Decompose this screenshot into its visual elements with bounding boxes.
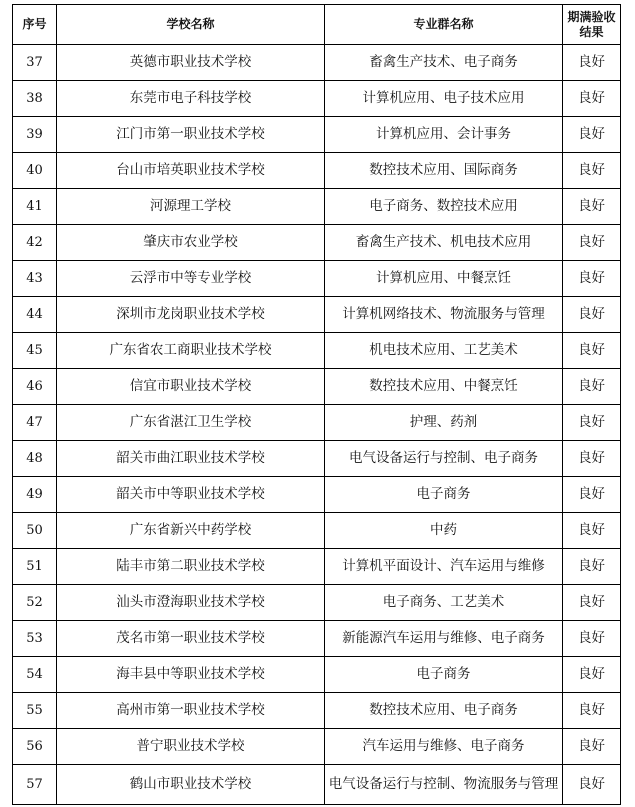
header-major-group: 专业群名称 xyxy=(325,5,563,45)
cell-major-group: 电子商务、数控技术应用 xyxy=(325,189,563,225)
header-school: 学校名称 xyxy=(57,5,325,45)
table-row xyxy=(13,621,621,657)
cell-result: 良好 xyxy=(563,729,621,765)
cell-seq: 44 xyxy=(13,297,57,333)
cell-major-group: 电子商务、工艺美术 xyxy=(325,585,563,621)
table-row xyxy=(13,297,621,333)
cell-school: 汕头市澄海职业技术学校 xyxy=(57,585,325,621)
table-row xyxy=(13,261,621,297)
cell-major-group: 汽车运用与维修、电子商务 xyxy=(325,729,563,765)
cell-seq: 51 xyxy=(13,549,57,585)
cell-school: 海丰县中等职业技术学校 xyxy=(57,657,325,693)
acceptance-results-table xyxy=(12,4,621,805)
cell-result: 良好 xyxy=(563,297,621,333)
cell-major-group: 护理、药剂 xyxy=(325,405,563,441)
cell-school: 云浮市中等专业学校 xyxy=(57,261,325,297)
cell-result: 良好 xyxy=(563,81,621,117)
cell-seq: 56 xyxy=(13,729,57,765)
table-row xyxy=(13,441,621,477)
cell-school: 河源理工学校 xyxy=(57,189,325,225)
cell-school: 英德市职业技术学校 xyxy=(57,45,325,81)
cell-major-group: 电子商务 xyxy=(325,477,563,513)
table-row xyxy=(13,657,621,693)
cell-seq: 40 xyxy=(13,153,57,189)
cell-school: 韶关市中等职业技术学校 xyxy=(57,477,325,513)
cell-school: 鹤山市职业技术学校 xyxy=(57,765,325,805)
table-row xyxy=(13,729,621,765)
cell-major-group: 机电技术应用、工艺美术 xyxy=(325,333,563,369)
cell-seq: 42 xyxy=(13,225,57,261)
cell-major-group: 新能源汽车运用与维修、电子商务 xyxy=(325,621,563,657)
cell-major-group: 畜禽生产技术、机电技术应用 xyxy=(325,225,563,261)
table-row xyxy=(13,225,621,261)
cell-school: 深圳市龙岗职业技术学校 xyxy=(57,297,325,333)
cell-major-group: 电子商务 xyxy=(325,657,563,693)
header-result-line1: 期满验收 xyxy=(567,9,616,24)
cell-major-group: 数控技术应用、中餐烹饪 xyxy=(325,369,563,405)
cell-seq: 52 xyxy=(13,585,57,621)
cell-result: 良好 xyxy=(563,333,621,369)
cell-school: 茂名市第一职业技术学校 xyxy=(57,621,325,657)
cell-result: 良好 xyxy=(563,621,621,657)
cell-seq: 45 xyxy=(13,333,57,369)
cell-school: 韶关市曲江职业技术学校 xyxy=(57,441,325,477)
header-seq: 序号 xyxy=(13,5,57,45)
table-row xyxy=(13,117,621,153)
cell-seq: 38 xyxy=(13,81,57,117)
cell-result: 良好 xyxy=(563,225,621,261)
cell-result: 良好 xyxy=(563,369,621,405)
table-row xyxy=(13,45,621,81)
cell-result: 良好 xyxy=(563,693,621,729)
cell-seq: 46 xyxy=(13,369,57,405)
table-body xyxy=(13,45,621,805)
cell-seq: 53 xyxy=(13,621,57,657)
cell-major-group: 计算机应用、会计事务 xyxy=(325,117,563,153)
header-row xyxy=(13,5,621,45)
table-row xyxy=(13,189,621,225)
cell-major-group: 中药 xyxy=(325,513,563,549)
cell-school: 江门市第一职业技术学校 xyxy=(57,117,325,153)
table-row xyxy=(13,765,621,805)
cell-major-group: 数控技术应用、电子商务 xyxy=(325,693,563,729)
cell-result: 良好 xyxy=(563,261,621,297)
cell-seq: 54 xyxy=(13,657,57,693)
cell-result: 良好 xyxy=(563,477,621,513)
cell-result: 良好 xyxy=(563,549,621,585)
cell-school: 信宜市职业技术学校 xyxy=(57,369,325,405)
cell-major-group: 畜禽生产技术、电子商务 xyxy=(325,45,563,81)
cell-result: 良好 xyxy=(563,657,621,693)
cell-major-group: 计算机应用、中餐烹饪 xyxy=(325,261,563,297)
cell-seq: 47 xyxy=(13,405,57,441)
cell-major-group: 计算机应用、电子技术应用 xyxy=(325,81,563,117)
cell-result: 良好 xyxy=(563,765,621,805)
cell-school: 广东省湛江卫生学校 xyxy=(57,405,325,441)
cell-major-group: 计算机网络技术、物流服务与管理 xyxy=(325,297,563,333)
cell-school: 高州市第一职业技术学校 xyxy=(57,693,325,729)
cell-result: 良好 xyxy=(563,441,621,477)
cell-seq: 37 xyxy=(13,45,57,81)
cell-school: 普宁职业技术学校 xyxy=(57,729,325,765)
table-row xyxy=(13,693,621,729)
cell-school: 台山市培英职业技术学校 xyxy=(57,153,325,189)
cell-seq: 41 xyxy=(13,189,57,225)
cell-school: 广东省新兴中药学校 xyxy=(57,513,325,549)
cell-seq: 39 xyxy=(13,117,57,153)
cell-seq: 48 xyxy=(13,441,57,477)
cell-result: 良好 xyxy=(563,513,621,549)
cell-major-group: 电气设备运行与控制、物流服务与管理 xyxy=(325,765,563,805)
table-row xyxy=(13,549,621,585)
cell-result: 良好 xyxy=(563,405,621,441)
cell-seq: 49 xyxy=(13,477,57,513)
cell-seq: 55 xyxy=(13,693,57,729)
cell-school: 陆丰市第二职业技术学校 xyxy=(57,549,325,585)
cell-seq: 57 xyxy=(13,765,57,805)
table-row xyxy=(13,153,621,189)
cell-result: 良好 xyxy=(563,117,621,153)
table-row xyxy=(13,405,621,441)
cell-school: 肇庆市农业学校 xyxy=(57,225,325,261)
table-header xyxy=(13,5,621,45)
cell-result: 良好 xyxy=(563,153,621,189)
table-row xyxy=(13,369,621,405)
cell-result: 良好 xyxy=(563,189,621,225)
table-row xyxy=(13,585,621,621)
table-row xyxy=(13,513,621,549)
cell-seq: 50 xyxy=(13,513,57,549)
cell-result: 良好 xyxy=(563,45,621,81)
header-result xyxy=(563,5,621,45)
cell-school: 广东省农工商职业技术学校 xyxy=(57,333,325,369)
header-result-line2: 结果 xyxy=(579,24,604,39)
cell-result: 良好 xyxy=(563,585,621,621)
cell-major-group: 数控技术应用、国际商务 xyxy=(325,153,563,189)
cell-seq: 43 xyxy=(13,261,57,297)
cell-major-group: 计算机平面设计、汽车运用与维修 xyxy=(325,549,563,585)
table-row xyxy=(13,333,621,369)
cell-school: 东莞市电子科技学校 xyxy=(57,81,325,117)
cell-major-group: 电气设备运行与控制、电子商务 xyxy=(325,441,563,477)
table-row xyxy=(13,477,621,513)
table-row xyxy=(13,81,621,117)
